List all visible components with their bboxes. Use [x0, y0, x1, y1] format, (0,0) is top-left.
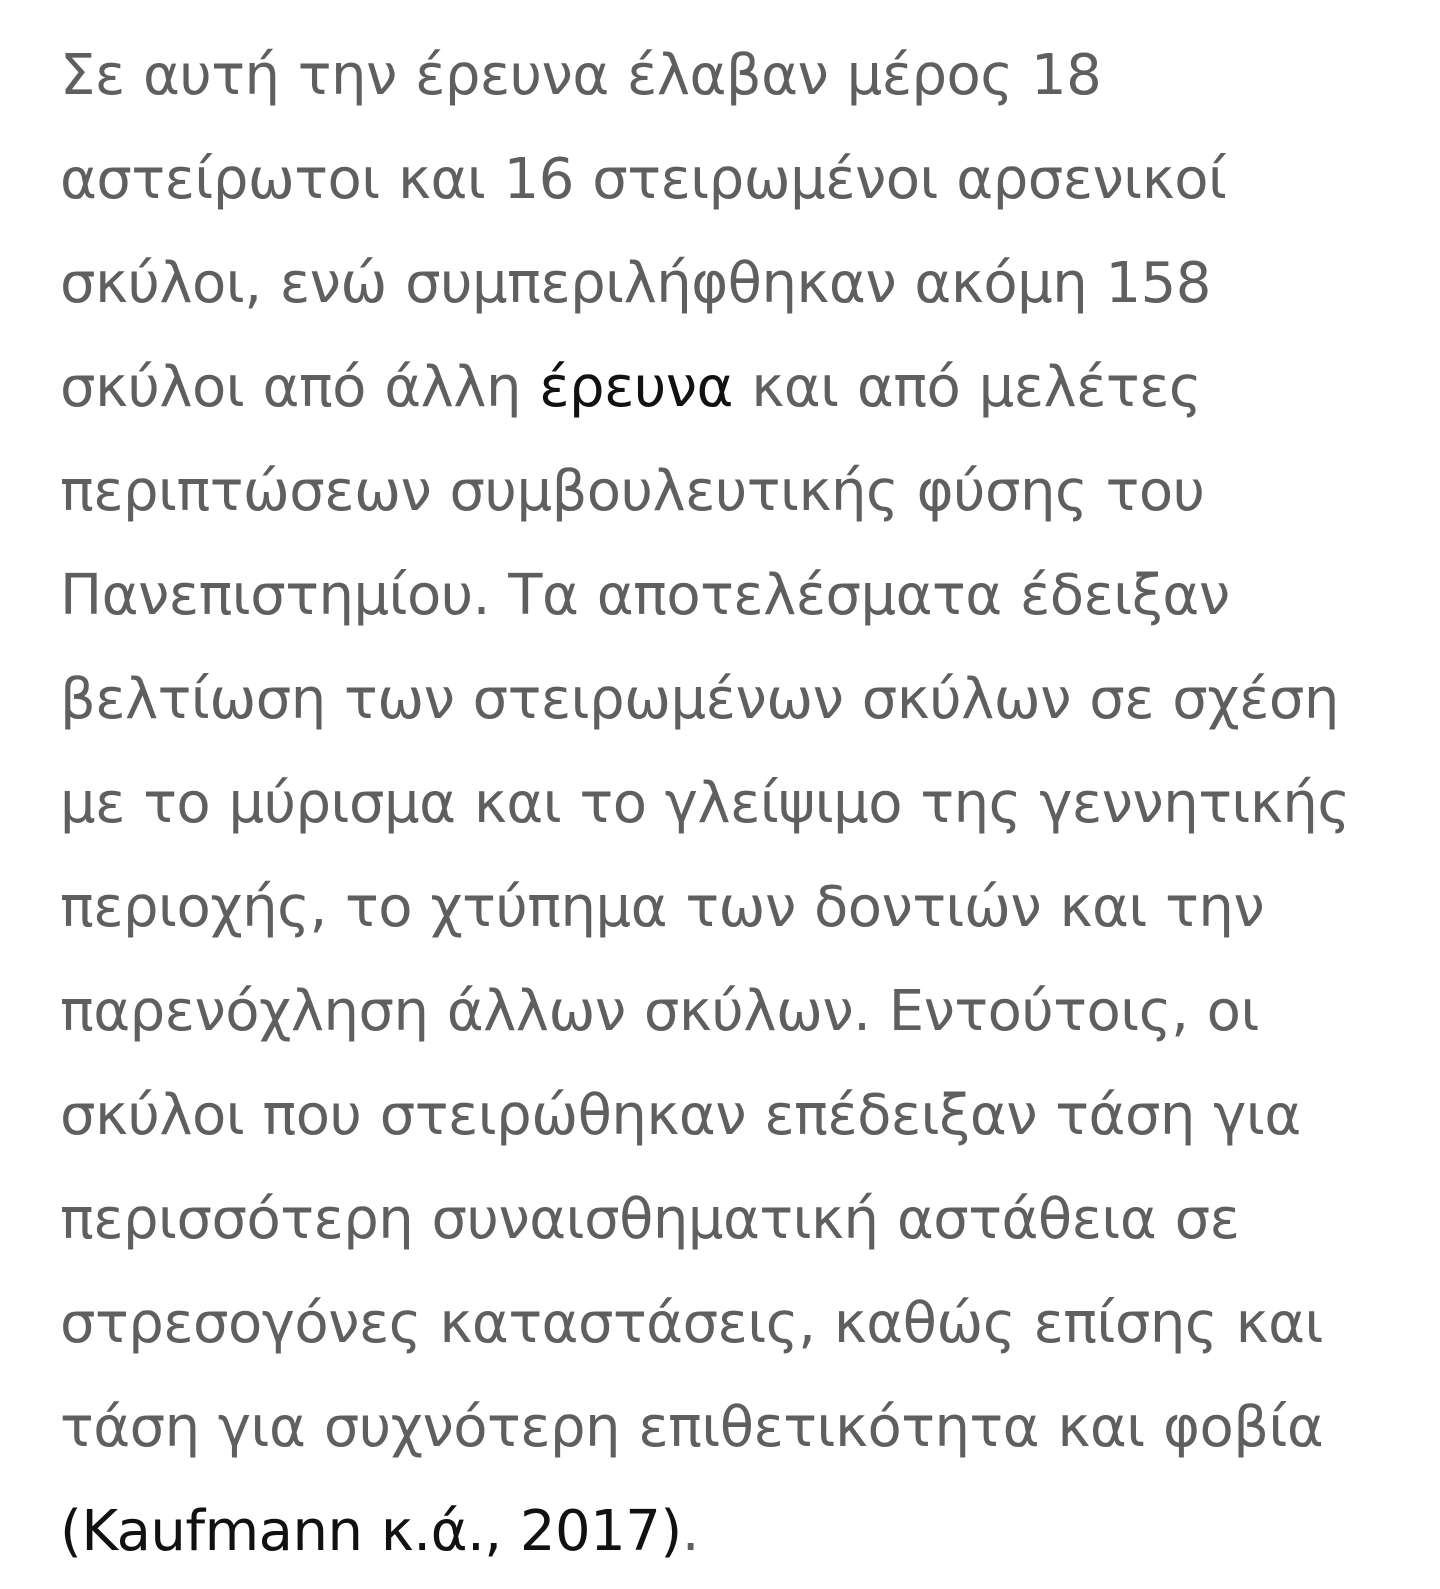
- text-line-13: στρεσογόνες καταστάσεις, καθώς επίσης και: [60, 1291, 1323, 1356]
- text-line-4-end: και από μελέτες: [751, 355, 1202, 420]
- text-line-10: παρενόχληση άλλων σκύλων. Εντούτοις, οι: [60, 979, 1259, 1044]
- text-line-4: [60, 336, 1390, 440]
- text-line-1: Σε αυτή την έρευνα έλαβαν μέρος 18: [60, 43, 1102, 108]
- text-line-2: αστείρωτοι και 16 στειρωμένοι αρσενικοί: [60, 147, 1227, 212]
- text-line-11: σκύλοι που στειρώθηκαν επέδειξαν τάση για: [60, 1083, 1301, 1148]
- text-line-8: με το μύρισμα και το γλείψιμο της γεννητικής: [60, 771, 1350, 836]
- citation-period: .: [681, 1499, 700, 1564]
- article-paragraph: [60, 24, 1390, 1584]
- text-line-14: τάση για συχνότερη επιθετικότητα και φοβία: [60, 1395, 1324, 1460]
- text-line-12: περισσότερη συναισθηματική αστάθεια σε: [60, 1187, 1240, 1252]
- article-body: [60, 24, 1390, 1584]
- citation-link[interactable]: (Kaufmann κ.ά., 2017): [60, 1499, 682, 1564]
- text-line-15: [60, 1480, 1390, 1584]
- text-line-7: βελτίωση των στειρωμένων σκύλων σε σχέση: [60, 667, 1339, 732]
- text-line-5: περιπτώσεων συμβουλευτικής φύσης του: [60, 459, 1205, 524]
- text-line-6: Πανεπιστημίου. Τα αποτελέσματα έδειξαν: [60, 563, 1230, 628]
- research-link[interactable]: έρευνα: [539, 355, 733, 420]
- text-line-3: σκύλοι, ενώ συμπεριλήφθηκαν ακόμη 158: [60, 251, 1211, 316]
- text-line-4-start: σκύλοι από άλλη: [60, 355, 521, 420]
- text-line-9: περιοχής, το χτύπημα των δοντιών και την: [60, 875, 1265, 940]
